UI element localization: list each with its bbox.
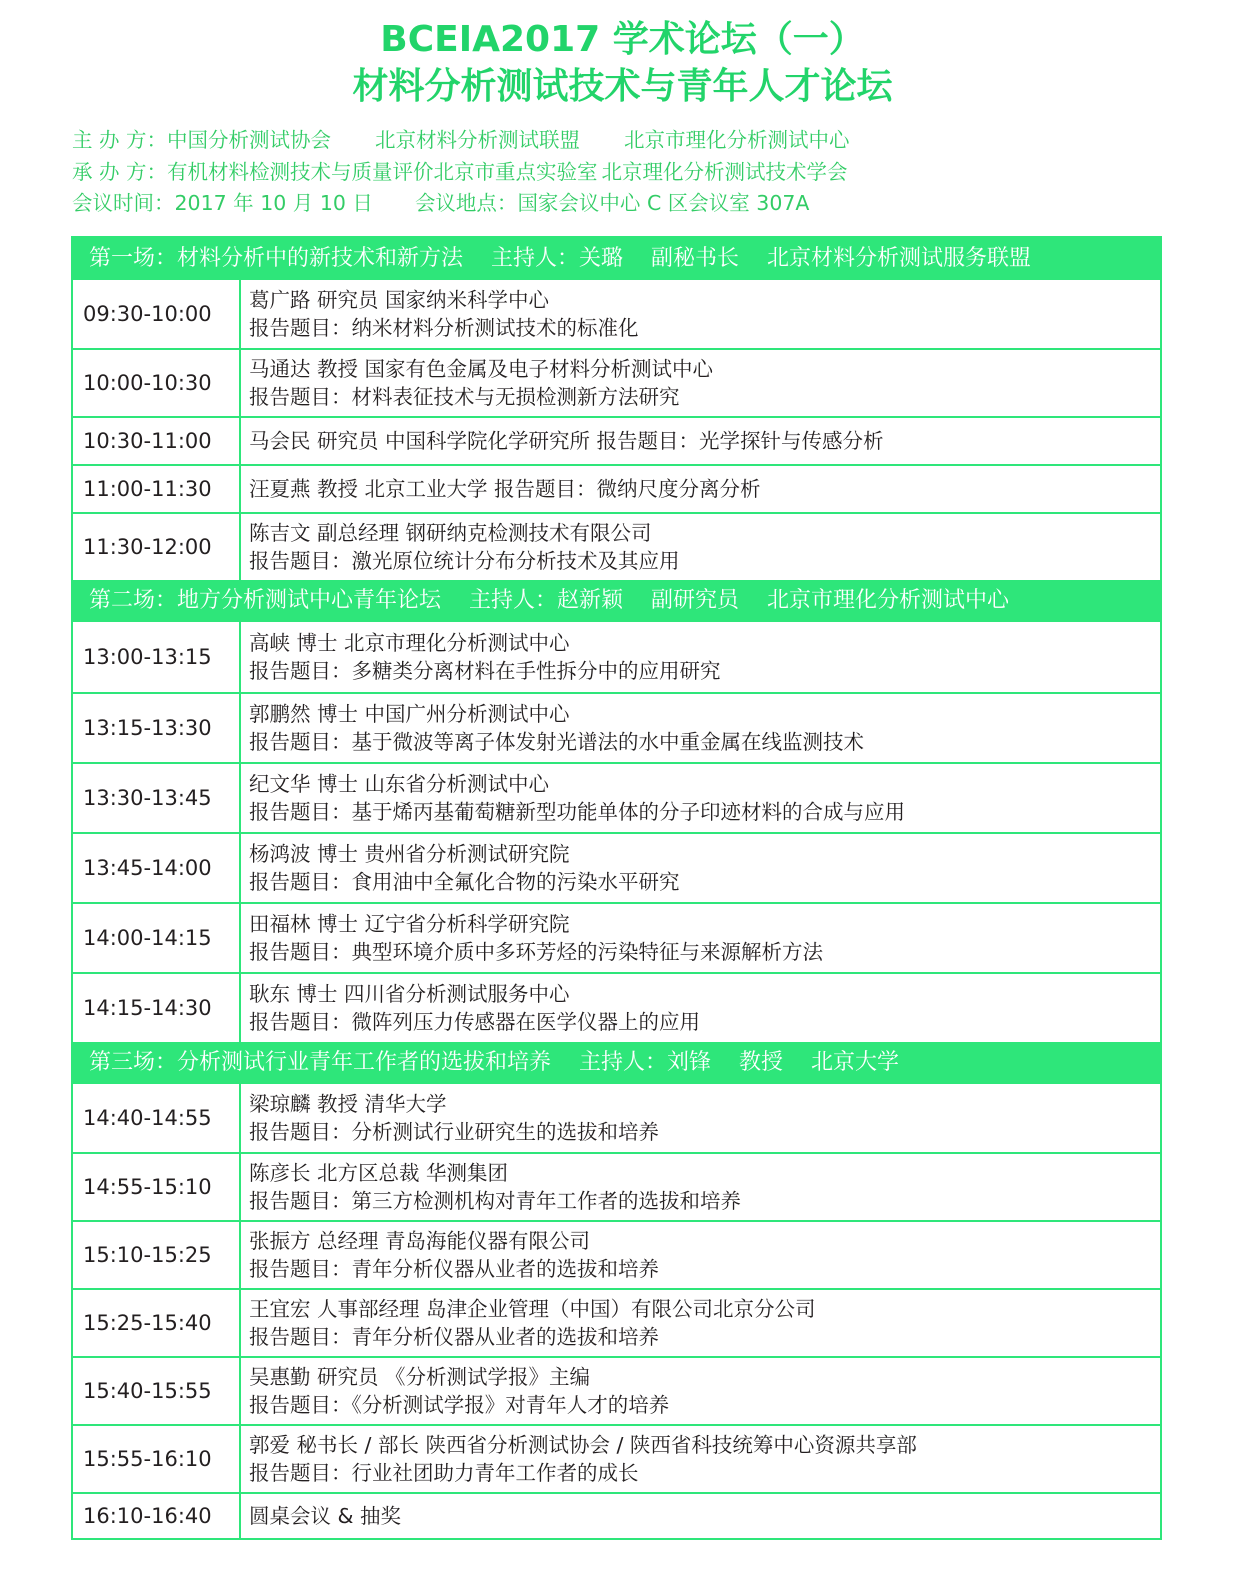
- detail-cell: [241, 974, 1160, 1042]
- speaker-line: 梁琼麟 教授 清华大学: [249, 1092, 447, 1116]
- time-cell: 10:30-11:00: [73, 418, 241, 464]
- organizer-1: 有机材料检测技术与质量评价北京市重点实验室: [167, 159, 598, 184]
- time-cell: 15:10-15:25: [73, 1222, 241, 1288]
- table-row: [73, 902, 1160, 972]
- detail-cell: [241, 904, 1160, 972]
- speaker-line: 杨鸿波 博士 贵州省分析测试研究院: [249, 842, 570, 866]
- forum-title: BCEIA2017 学术论坛（一）: [380, 19, 865, 60]
- time-cell: 11:00-11:30: [73, 466, 241, 512]
- speaker-line: 马通达 教授 国家有色金属及电子材料分析测试中心: [249, 357, 714, 381]
- detail-cell: [241, 764, 1160, 832]
- time-cell: 14:15-14:30: [73, 974, 241, 1042]
- time-cell: 15:40-15:55: [73, 1358, 241, 1424]
- topic-line: 报告题目：第三方检测机构对青年工作者的选拔和培养: [249, 1189, 741, 1213]
- detail-cell: [241, 1222, 1160, 1288]
- host-2: 北京材料分析测试联盟: [375, 128, 581, 152]
- speaker-line: 田福林 博士 辽宁省分析科学研究院: [249, 912, 570, 936]
- table-row: [73, 348, 1160, 416]
- time-cell: 15:25-15:40: [73, 1290, 241, 1356]
- table-row: [73, 762, 1160, 832]
- topic-line: 报告题目：基于微波等离子体发射光谱法的水中重金属在线监测技术: [249, 730, 864, 754]
- detail-cell: [241, 1290, 1160, 1356]
- organizer-line: [72, 157, 850, 189]
- table-row: [73, 1152, 1160, 1220]
- table-row: [73, 972, 1160, 1042]
- time-cell: 13:30-13:45: [73, 764, 241, 832]
- session-host: 主持人：关璐: [491, 246, 624, 271]
- organizer-2: 北京理化分析测试技术学会: [601, 159, 848, 184]
- detail-cell: [241, 350, 1160, 416]
- speaker-line: 郭鹏然 博士 中国广州分析测试中心: [249, 702, 570, 726]
- time-cell: 10:00-10:30: [73, 350, 241, 416]
- session-title: 第二场：地方分析测试中心青年论坛: [89, 588, 442, 613]
- session-title: 第三场：分析测试行业青年工作者的选拔和培养: [89, 1050, 552, 1075]
- detail-cell: [241, 514, 1160, 580]
- time-cell: 13:00-13:15: [73, 622, 241, 692]
- topic-line: 报告题目：分析测试行业研究生的选拔和培养: [249, 1120, 659, 1144]
- speaker-line: 陈吉文 副总经理 钢研纳克检测技术有限公司: [249, 521, 652, 545]
- detail-cell: [241, 1084, 1160, 1152]
- schedule-table: [71, 236, 1162, 1540]
- speaker-line: 高峡 博士 北京市理化分析测试中心: [249, 631, 570, 655]
- table-row: [73, 1288, 1160, 1356]
- table-row: [73, 280, 1160, 348]
- session-header: [73, 580, 1160, 622]
- session-title: 第一场：材料分析中的新技术和新方法: [89, 246, 464, 271]
- table-row: [73, 1356, 1160, 1424]
- time-label: 会议时间：: [72, 191, 175, 215]
- venue-label: 会议地点：: [414, 191, 518, 215]
- topic-line: 报告题目：《分析测试学报》对青年人才的培养: [249, 1393, 670, 1417]
- topic-line: 报告题目：青年分析仪器从业者的选拔和培养: [249, 1257, 659, 1281]
- speaker-line: 耿东 博士 四川省分析测试服务中心: [249, 982, 570, 1006]
- table-row: [73, 1424, 1160, 1492]
- time-value: 2017 年 10 月 10 日: [174, 191, 373, 215]
- topic-line: 报告题目：食用油中全氟化合物的污染水平研究: [249, 870, 680, 894]
- time-cell: 16:10-16:40: [73, 1494, 241, 1538]
- time-cell: 13:15-13:30: [73, 694, 241, 762]
- organizer-label: 承 办 方：: [72, 159, 168, 184]
- speaker-line: 王宜宏 人事部经理 岛津企业管理（中国）有限公司北京分公司: [249, 1297, 816, 1321]
- detail-cell: [241, 418, 1160, 464]
- time-cell: 14:40-14:55: [73, 1084, 241, 1152]
- time-cell: 15:55-16:10: [73, 1426, 241, 1492]
- topic-line: 报告题目：青年分析仪器从业者的选拔和培养: [249, 1325, 659, 1349]
- time-cell: 14:55-15:10: [73, 1154, 241, 1220]
- detail-cell: [241, 1494, 1160, 1538]
- time-cell: 11:30-12:00: [73, 514, 241, 580]
- session-host-title: 教授: [739, 1050, 784, 1075]
- table-row: [73, 692, 1160, 762]
- table-row: [73, 622, 1160, 692]
- speaker-line: 汪夏燕 教授 北京工业大学 报告题目：微纳尺度分离分析: [249, 477, 761, 501]
- speaker-line: 张振方 总经理 青岛海能仪器有限公司: [249, 1229, 591, 1253]
- venue-value: 国家会议中心 C 区会议室 307A: [517, 191, 810, 215]
- session-host-title: 副研究员: [651, 588, 740, 613]
- time-cell: 09:30-10:00: [73, 280, 241, 348]
- topic-line: 报告题目：微阵列压力传感器在医学仪器上的应用: [249, 1010, 700, 1034]
- session-host-org: 北京市理化分析测试中心: [767, 588, 1010, 613]
- topic-line: 报告题目：多糖类分离材料在手性拆分中的应用研究: [249, 659, 721, 683]
- time-cell: 14:00-14:15: [73, 904, 241, 972]
- speaker-line: 郭爱 秘书长 / 部长 陕西省分析测试协会 / 陕西省科技统筹中心资源共享部: [249, 1433, 917, 1457]
- table-row: [73, 464, 1160, 512]
- host-line: [72, 125, 850, 157]
- detail-cell: [241, 1358, 1160, 1424]
- topic-line: 报告题目：纳米材料分析测试技术的标准化: [249, 316, 639, 340]
- speaker-line: 陈彦长 北方区总裁 华测集团: [249, 1161, 509, 1185]
- speaker-line: 葛广路 研究员 国家纳米科学中心: [249, 288, 550, 312]
- host-3: 北京市理化分析测试中心: [624, 128, 850, 152]
- table-row: [73, 512, 1160, 580]
- topic-line: 报告题目：激光原位统计分布分析技术及其应用: [249, 549, 680, 573]
- detail-cell: [241, 834, 1160, 902]
- time-venue-line: [72, 188, 850, 220]
- topic-line: 报告题目：基于烯丙基葡萄糖新型功能单体的分子印迹材料的合成与应用: [249, 800, 905, 824]
- table-row: [73, 1084, 1160, 1152]
- topic-line: 报告题目：行业社团助力青年工作者的成长: [249, 1461, 639, 1485]
- detail-cell: [241, 694, 1160, 762]
- session-header: [73, 1042, 1160, 1084]
- detail-cell: [241, 622, 1160, 692]
- forum-info: [72, 125, 850, 220]
- table-row: [73, 1492, 1160, 1538]
- speaker-line: 马会民 研究员 中国科学院化学研究所 报告题目：光学探针与传感分析: [249, 429, 884, 453]
- speaker-line: 纪文华 博士 山东省分析测试中心: [249, 772, 550, 796]
- session-host-org: 北京材料分析测试服务联盟: [767, 246, 1032, 271]
- detail-cell: [241, 466, 1160, 512]
- time-cell: 13:45-14:00: [73, 834, 241, 902]
- session-host-title: 副秘书长: [651, 246, 740, 271]
- session-host: 主持人：赵新颖: [469, 588, 624, 613]
- detail-cell: [241, 1154, 1160, 1220]
- forum-subtitle: 材料分析测试技术与青年人才论坛: [352, 66, 893, 107]
- speaker-line: 吴惠勤 研究员 《分析测试学报》主编: [249, 1365, 591, 1389]
- detail-cell: [241, 280, 1160, 348]
- table-row: [73, 1220, 1160, 1288]
- session-host: 主持人：刘锋: [579, 1050, 712, 1075]
- table-row: [73, 832, 1160, 902]
- table-row: [73, 416, 1160, 464]
- topic-line: 报告题目：典型环境介质中多环芳烃的污染特征与来源解析方法: [249, 940, 823, 964]
- session-host-org: 北京大学: [811, 1050, 900, 1075]
- session-header: [73, 238, 1160, 280]
- detail-cell: [241, 1426, 1160, 1492]
- topic-line: 报告题目：材料表征技术与无损检测新方法研究: [249, 385, 680, 409]
- speaker-line: 圆桌会议 & 抽奖: [249, 1504, 402, 1528]
- host-label: 主 办 方：: [72, 128, 168, 152]
- host-1: 中国分析测试协会: [167, 128, 332, 152]
